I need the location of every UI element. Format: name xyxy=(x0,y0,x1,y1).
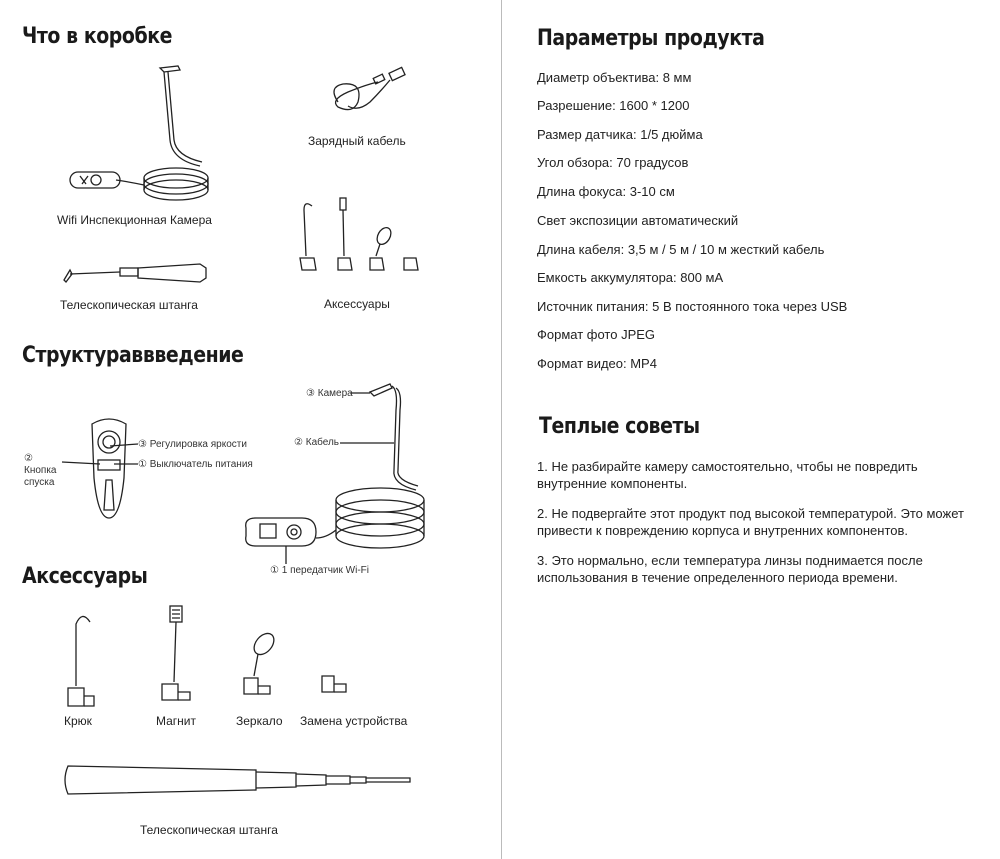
hook-caption: Крюк xyxy=(64,714,92,728)
tips-heading: Теплые советы xyxy=(539,414,700,439)
column-divider xyxy=(501,0,502,859)
param-resolution: Разрешение: 1600 * 1200 xyxy=(537,98,690,113)
transmitter-label: ① 1 передатчик Wi-Fi xyxy=(270,565,369,576)
replacement-tip-illustration xyxy=(316,674,356,698)
param-focus-length: Длина фокуса: 3-10 см xyxy=(537,184,675,199)
remote-controller-illustration xyxy=(84,418,134,522)
charging-cable-illustration xyxy=(318,62,408,122)
cable-caption: Зарядный кабель xyxy=(308,134,406,148)
param-exposure: Свет экспозиции автоматический xyxy=(537,213,739,228)
magnet-caption: Магнит xyxy=(156,714,197,728)
telescopic-rod-large-illustration xyxy=(60,760,420,800)
tip-1: 1. Не разбирайте камеру самостоятельно, чтобы не повредить внутренние компоненты. xyxy=(537,459,918,491)
hook-illustration xyxy=(60,610,100,710)
magnet-illustration xyxy=(150,604,200,704)
param-sensor-size: Размер датчика: 1/5 дюйма xyxy=(537,127,703,142)
trigger-label: ② Кнопка спуска xyxy=(24,453,57,488)
params-heading: Параметры продукта xyxy=(537,26,765,51)
param-photo-format: Формат фото JPEG xyxy=(537,327,656,342)
inspection-camera-illustration xyxy=(60,60,230,210)
mirror-illustration xyxy=(236,630,286,700)
param-power-source: Источник питания: 5 В постоянного тока через USB xyxy=(537,299,848,314)
rod-caption-large: Телескопическая штанга xyxy=(140,823,278,837)
accessories-heading: Аксессуары xyxy=(22,564,148,589)
camera-label: ③ Камера xyxy=(306,388,353,399)
param-video-format: Формат видео: MP4 xyxy=(537,356,657,371)
accessories-small-illustration xyxy=(292,196,432,276)
tip-3: 3. Это нормально, если температура линзы поднимается после использования в течение определенного периода времени. xyxy=(537,553,923,585)
rod-caption-box: Телескопическая штанга xyxy=(60,298,198,312)
camera-caption: Wifi Инспекционная Камера xyxy=(57,213,212,227)
box-contents-heading: Что в коробке xyxy=(22,24,173,49)
remote-leader-lines xyxy=(60,440,150,470)
accessories-caption-box: Аксессуары xyxy=(324,297,390,311)
param-lens-diameter: Диаметр объектива: 8 мм xyxy=(537,70,692,85)
telescopic-rod-small-illustration xyxy=(60,256,210,286)
structure-heading: Структураввведение xyxy=(22,343,244,368)
tip-2: 2. Не подвергайте этот продукт под высокой температурой. Это может привести к повреждению корпуса и внутренних компонентов. xyxy=(537,506,964,538)
param-battery: Емкость аккумулятора: 800 мА xyxy=(537,270,724,285)
cable-label: ② Кабель xyxy=(294,437,340,448)
replacement-caption: Замена устройства xyxy=(300,714,408,728)
brightness-label: ③ Регулировка яркости xyxy=(138,439,247,450)
power-label: ① Выключатель питания xyxy=(138,459,253,470)
param-cable-length: Длина кабеля: 3,5 м / 5 м / 10 м жесткий кабель xyxy=(537,242,825,257)
param-view-angle: Угол обзора: 70 градусов xyxy=(537,155,689,170)
mirror-caption: Зеркало xyxy=(236,714,283,728)
